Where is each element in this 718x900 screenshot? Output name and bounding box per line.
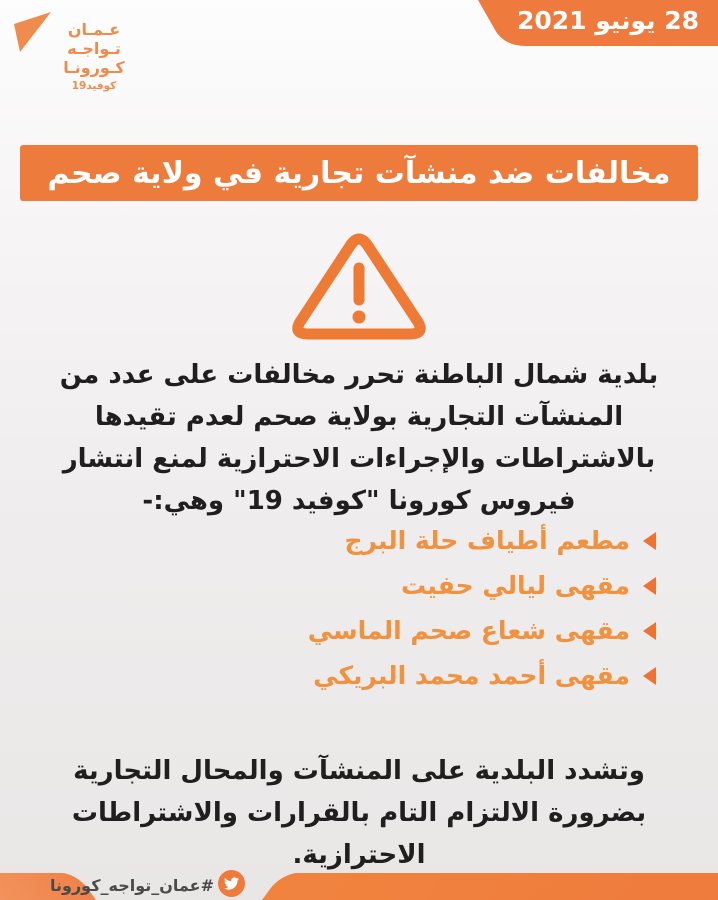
twitter-icon [218,870,245,897]
list-item [308,659,656,692]
violation-label: مقهى شعاع صحم الماسي [307,616,630,645]
title-banner [20,145,698,201]
page-title: مخالفات ضد منشآت تجارية في ولاية صحم [47,155,671,191]
bullet-triangle-icon [643,532,656,550]
closing-paragraph: وتشدد البلدية على المنشآت والمحال التجارية بضرورة الالتزام التام بالقرارات والاشتراطات الاحترازية. [71,756,647,870]
bullet-triangle-icon [643,577,656,595]
violation-label: مطعم أطياف حلة البرج [344,526,630,555]
logo-line-1: عـمـان [67,20,121,39]
violation-label: مقهى ليالي حفيت [400,571,630,600]
logo-line-2: تـواجـه [67,39,121,58]
logo-text [56,20,132,92]
date-badge [478,0,718,46]
bullet-triangle-icon [643,622,656,640]
logo [10,8,140,104]
hashtag-label: #عمان_تواجه_كورونا [50,876,214,895]
footer-bar-right [262,873,718,900]
violation-label: مقهى أحمد محمد البريكي [313,661,630,690]
date-label: 28 يونيو 2021 [516,6,700,35]
warning-icon [287,230,431,342]
list-item [308,569,656,602]
logo-triangle-icon [14,12,54,52]
logo-covid-label: كوفيد19 [71,80,117,92]
list-item [308,524,656,557]
intro-paragraph: بلدية شمال الباطنة تحرر مخالفات على عدد من المنشآت التجارية بولاية صحم لعدم تقيدها بالاشتراطات والإجراءات الاحترازية لمنع انتشار فيروس كورونا "كوفيد 19" وهي:- [59,360,659,516]
logo-line-3: كـورونـا [63,58,125,77]
list-item [308,614,656,647]
bullet-triangle-icon [643,667,656,685]
violations-list [308,524,656,704]
